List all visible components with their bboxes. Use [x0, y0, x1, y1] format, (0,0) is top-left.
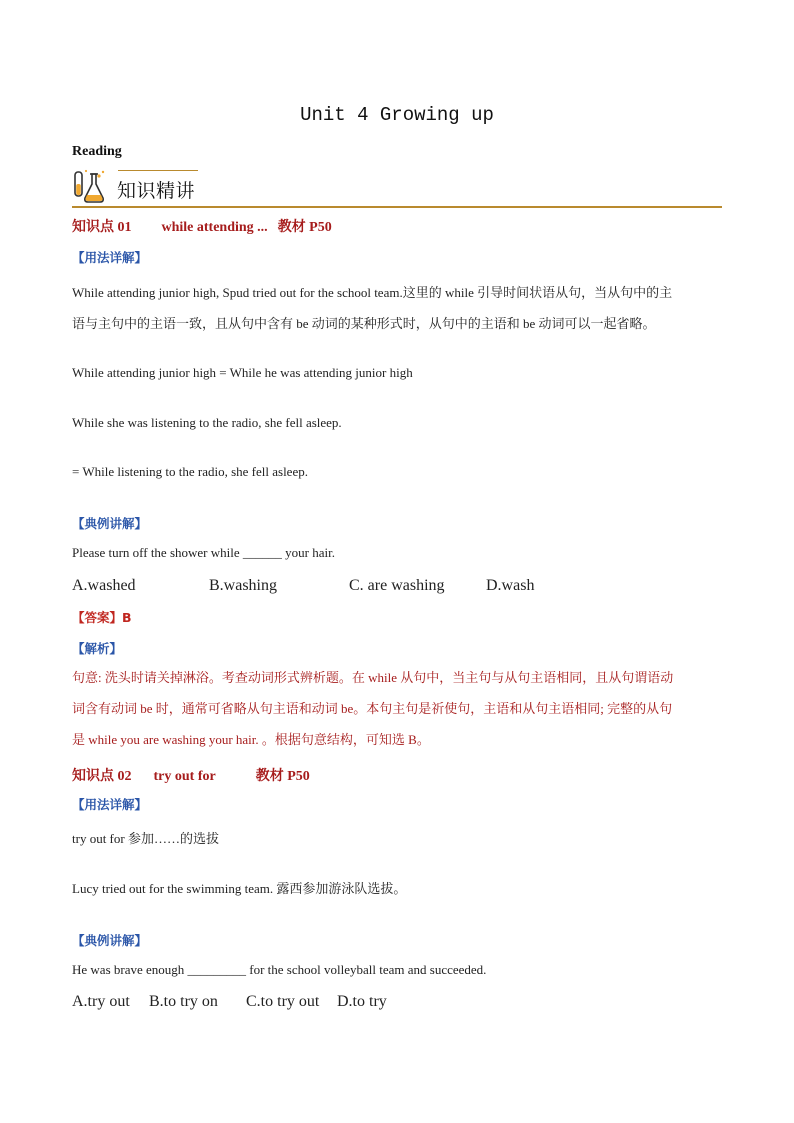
explain-line: 语与主句中的主语一致，且从句中含有 be 动词的某种形式时，从句中的主语和 be 动词可以一起省略。	[72, 316, 656, 331]
example-sentence: Lucy tried out for the swimming team. 露西参加游泳队选拔。	[72, 881, 407, 896]
equivalence-line: = While listening to the radio, she fell asleep.	[72, 464, 308, 479]
analysis-line: 是 while you are washing your hair. 。根据句意结构，可知选 B。	[72, 732, 430, 747]
equivalence-line: While attending junior high = While he was attending junior high	[72, 365, 413, 380]
option-d: D.to try	[337, 993, 387, 1010]
usage-tag: 【用法详解】	[72, 250, 148, 265]
answer-options	[72, 993, 732, 1013]
option-d: D.wash	[486, 577, 535, 594]
usage-explanation: try out for 参加……的选拔	[72, 831, 219, 846]
example-tag: 【典例讲解】	[72, 933, 148, 948]
analysis-tag: 【解析】	[72, 641, 123, 656]
example-tag: 【典例讲解】	[72, 516, 148, 531]
option-c: C.to try out	[246, 993, 320, 1010]
page-title: Unit 4 Growing up	[300, 104, 494, 126]
answer-options	[72, 577, 732, 597]
equivalence-line: While she was listening to the radio, she fell asleep.	[72, 415, 342, 430]
option-c: C. are washing	[349, 577, 445, 594]
analysis-line: 句意: 洗头时请关掉淋浴。考查动词形式辨析题。在 while 从句中，当主句与从句主语相同，且从句谓语动	[72, 670, 674, 685]
option-b: B.washing	[209, 577, 277, 594]
analysis-line: 词含有动词 be 时，通常可省略从句主语和动词 be。本句主句是祈使句，主语和从句主语相同; 完整的从句	[72, 701, 673, 716]
question-text: He was brave enough _________ for the school volleyball team and succeeded.	[72, 962, 487, 977]
banner-divider-top	[118, 170, 198, 171]
knowledge-point-heading	[72, 765, 310, 785]
usage-explanation	[72, 277, 724, 339]
usage-tag: 【用法详解】	[72, 797, 148, 812]
banner-divider	[72, 206, 722, 208]
kp-label: 知识点 01	[72, 220, 132, 235]
banner-title: 知识精讲	[117, 180, 196, 202]
question-text: Please turn off the shower while ______ your hair.	[72, 545, 335, 560]
kp-reference: 教材 P50	[255, 769, 310, 784]
answer-tag: 【答案】B	[72, 610, 132, 625]
option-a: A.try out	[72, 993, 130, 1010]
kp-reference: 教材 P50	[277, 220, 332, 235]
kp-label: 知识点 02	[72, 769, 132, 784]
knowledge-point-heading	[72, 216, 332, 236]
flask-icon	[72, 168, 112, 206]
kp-phrase: try out for	[153, 769, 216, 784]
kp-phrase: while attending ...	[161, 220, 268, 235]
option-a: A.washed	[72, 577, 136, 594]
section-label: Reading	[72, 144, 122, 159]
option-b: B.to try on	[149, 993, 218, 1010]
analysis-text	[72, 662, 724, 755]
explain-line: While attending junior high, Spud tried out for the school team.这里的 while 引导时间状语从句，当从句中的主	[72, 285, 673, 300]
